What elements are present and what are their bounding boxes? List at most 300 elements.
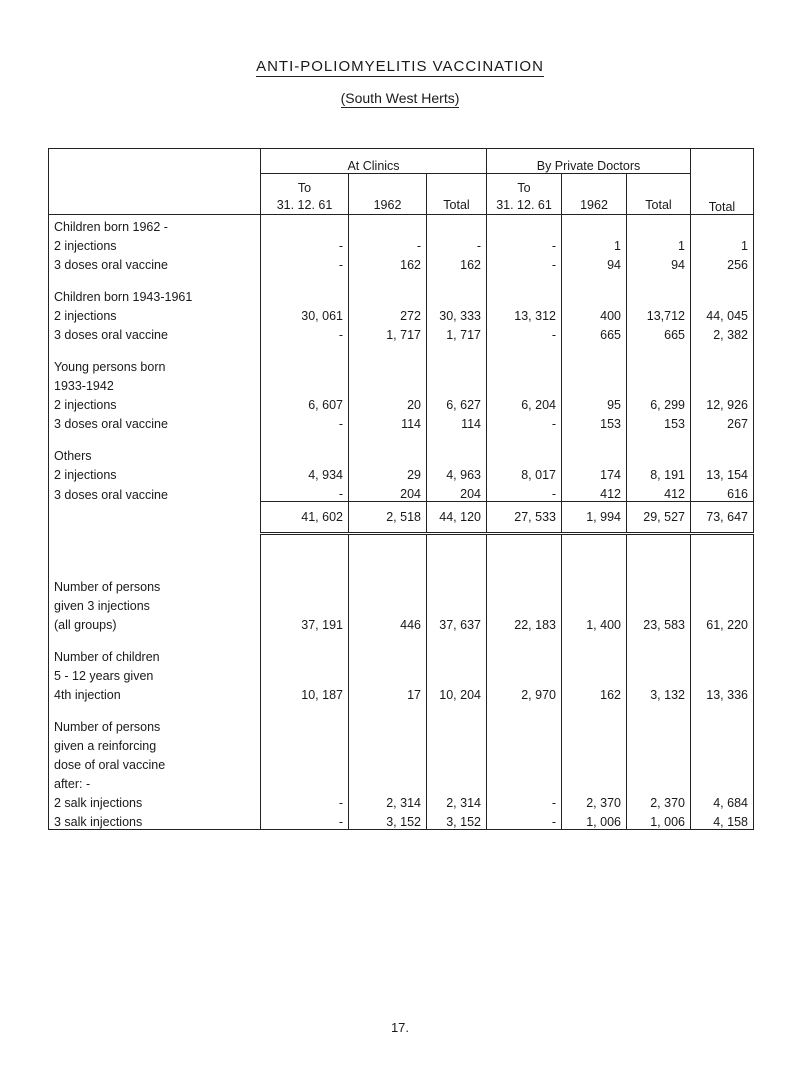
table-cell (349, 342, 427, 355)
table-cell (349, 355, 427, 374)
row-label: (all groups) (49, 613, 261, 632)
row-label: 2 injections (49, 234, 261, 253)
table-cell: 6, 627 (427, 393, 487, 412)
table-row (49, 683, 754, 702)
table-cell: 4, 934 (261, 463, 349, 482)
table-cell (261, 431, 349, 444)
table-cell (261, 753, 349, 772)
table-cell (691, 374, 754, 393)
table-cell: 1 (562, 234, 627, 253)
row-label: Others (49, 444, 261, 463)
row-label (49, 702, 261, 715)
table-cell (261, 534, 349, 576)
table-row (49, 463, 754, 482)
table-cell (627, 594, 691, 613)
totals-cell: 29, 527 (627, 502, 691, 534)
row-label: 1933-1942 (49, 374, 261, 393)
table-cell: 446 (349, 613, 427, 632)
table-cell: 1 (627, 234, 691, 253)
row-label: 2 salk injections (49, 791, 261, 810)
table-cell (627, 664, 691, 683)
table-cell: 4, 158 (691, 810, 754, 830)
table-cell (627, 753, 691, 772)
table-cell: 8, 017 (487, 463, 562, 482)
table-cell (691, 431, 754, 444)
table-cell (487, 285, 562, 304)
table-cell (349, 702, 427, 715)
subheader-cell: 1962 (562, 174, 627, 215)
table-cell (427, 664, 487, 683)
header-blank (49, 149, 261, 174)
table-cell (427, 772, 487, 791)
table-cell (627, 374, 691, 393)
row-label: given a reinforcing (49, 734, 261, 753)
table-row (49, 645, 754, 664)
table-cell: 13,712 (627, 304, 691, 323)
table-cell (487, 664, 562, 683)
table-cell (691, 285, 754, 304)
table-cell: 174 (562, 463, 627, 482)
table-cell (487, 702, 562, 715)
table-cell: 665 (627, 323, 691, 342)
totals-cell: 41, 602 (261, 502, 349, 534)
table-cell: - (427, 234, 487, 253)
table-cell: 37, 637 (427, 613, 487, 632)
table-cell (261, 575, 349, 594)
table-cell (562, 664, 627, 683)
header-total: Total (691, 149, 754, 215)
table-cell: 272 (349, 304, 427, 323)
table-cell: 162 (349, 253, 427, 272)
table-cell: 17 (349, 683, 427, 702)
table-row (49, 355, 754, 374)
table-cell (562, 272, 627, 285)
table-cell: 13, 336 (691, 683, 754, 702)
table-cell: 2, 314 (349, 791, 427, 810)
table-cell (627, 342, 691, 355)
table-cell (261, 215, 349, 235)
table-cell (261, 664, 349, 683)
table-cell: 61, 220 (691, 613, 754, 632)
row-label: after: - (49, 772, 261, 791)
table-cell (261, 734, 349, 753)
table-cell: - (261, 810, 349, 830)
table-cell (349, 272, 427, 285)
page-subtitle (0, 90, 800, 106)
table-cell (487, 342, 562, 355)
table-cell: 204 (349, 482, 427, 502)
table-cell (487, 534, 562, 576)
table-cell (427, 534, 487, 576)
table-cell (562, 753, 627, 772)
table-cell: 114 (427, 412, 487, 431)
table-row (49, 791, 754, 810)
table-row (49, 734, 754, 753)
table-cell: 162 (427, 253, 487, 272)
table-cell: - (487, 253, 562, 272)
table-cell (562, 702, 627, 715)
row-label: dose of oral vaccine (49, 753, 261, 772)
row-label: 3 doses oral vaccine (49, 482, 261, 502)
table-cell: - (261, 412, 349, 431)
table-cell: 1, 400 (562, 613, 627, 632)
totals-row (49, 502, 754, 534)
table-cell (562, 215, 627, 235)
table-cell (691, 632, 754, 645)
table-cell (349, 632, 427, 645)
table-cell (349, 374, 427, 393)
table-cell (349, 215, 427, 235)
table-cell (627, 734, 691, 753)
table-row (49, 215, 754, 235)
subheader-cell: Total (627, 174, 691, 215)
table-cell (427, 702, 487, 715)
table-cell (427, 342, 487, 355)
table-cell: 665 (562, 323, 627, 342)
table-cell (487, 575, 562, 594)
table-row (49, 234, 754, 253)
subheader-cell: To 31. 12. 61 (261, 174, 349, 215)
table-cell: 12, 926 (691, 393, 754, 412)
table-cell: 2, 370 (562, 791, 627, 810)
totals-cell: 73, 647 (691, 502, 754, 534)
table-cell: 6, 299 (627, 393, 691, 412)
table-cell (349, 772, 427, 791)
table-row (49, 374, 754, 393)
table-row (49, 613, 754, 632)
table-cell (562, 645, 627, 664)
table-cell: - (487, 412, 562, 431)
table-row (49, 594, 754, 613)
row-label (49, 534, 261, 576)
table-cell: 2, 370 (627, 791, 691, 810)
table-row (49, 702, 754, 715)
table-cell (349, 444, 427, 463)
table-cell (261, 594, 349, 613)
table-cell: 267 (691, 412, 754, 431)
table-cell: 4, 963 (427, 463, 487, 482)
table-cell: 10, 187 (261, 683, 349, 702)
row-label (49, 342, 261, 355)
table-cell (427, 594, 487, 613)
table-cell (349, 431, 427, 444)
row-label (49, 431, 261, 444)
table-cell: 204 (427, 482, 487, 502)
table-cell (427, 374, 487, 393)
row-label: Number of children (49, 645, 261, 664)
table-cell: - (487, 323, 562, 342)
table-cell (562, 715, 627, 734)
table-cell (349, 715, 427, 734)
table-cell (487, 374, 562, 393)
table-cell (261, 355, 349, 374)
table-cell (487, 431, 562, 444)
row-label: 3 doses oral vaccine (49, 253, 261, 272)
table-cell (427, 632, 487, 645)
row-label: Children born 1962 - (49, 215, 261, 235)
table-row (49, 342, 754, 355)
table-cell (691, 272, 754, 285)
table-cell (349, 753, 427, 772)
table-cell: 2, 314 (427, 791, 487, 810)
table-row (49, 482, 754, 502)
table-cell (261, 702, 349, 715)
table-cell (427, 715, 487, 734)
row-label: 5 - 12 years given (49, 664, 261, 683)
table-cell: 94 (627, 253, 691, 272)
table-row (49, 664, 754, 683)
table-cell (427, 431, 487, 444)
row-label: 4th injection (49, 683, 261, 702)
header-at-clinics: At Clinics (261, 149, 487, 174)
table-cell (349, 575, 427, 594)
table-cell (691, 772, 754, 791)
table-cell (427, 215, 487, 235)
row-label: 3 salk injections (49, 810, 261, 830)
row-label: 3 doses oral vaccine (49, 323, 261, 342)
table-cell: 37, 191 (261, 613, 349, 632)
table-cell (691, 534, 754, 576)
table-cell: 1 (691, 234, 754, 253)
table-cell: - (261, 253, 349, 272)
table-cell: 44, 045 (691, 304, 754, 323)
table-cell: 256 (691, 253, 754, 272)
table-cell (261, 342, 349, 355)
table-cell (562, 734, 627, 753)
totals-label (49, 502, 261, 534)
table-cell (562, 575, 627, 594)
table-cell: 114 (349, 412, 427, 431)
table-row (49, 323, 754, 342)
page-title (0, 58, 800, 75)
table-cell (691, 664, 754, 683)
table-cell: 412 (562, 482, 627, 502)
table-cell (627, 272, 691, 285)
table-cell (627, 355, 691, 374)
table-cell (627, 632, 691, 645)
totals-cell: 44, 120 (427, 502, 487, 534)
table-cell (562, 444, 627, 463)
table-cell: 616 (691, 482, 754, 502)
table-cell (487, 645, 562, 664)
table-cell (627, 431, 691, 444)
subheader-cell: To 31. 12. 61 (487, 174, 562, 215)
table-cell: 95 (562, 393, 627, 412)
table-cell (627, 715, 691, 734)
table-cell (627, 534, 691, 576)
table-cell (487, 215, 562, 235)
row-label (49, 632, 261, 645)
table-cell (487, 632, 562, 645)
table-cell: 30, 333 (427, 304, 487, 323)
table-cell (691, 734, 754, 753)
table-row (49, 412, 754, 431)
table-cell (562, 772, 627, 791)
table-cell: 153 (627, 412, 691, 431)
subheader-cell: Total (427, 174, 487, 215)
table-cell (261, 285, 349, 304)
table-cell: 94 (562, 253, 627, 272)
table-row (49, 810, 754, 830)
table-cell: 2, 970 (487, 683, 562, 702)
table-row (49, 253, 754, 272)
table-cell (349, 664, 427, 683)
table-cell: - (487, 791, 562, 810)
table-cell: - (261, 234, 349, 253)
table-row (49, 534, 754, 576)
table-row (49, 285, 754, 304)
table-cell: 20 (349, 393, 427, 412)
row-label: Number of persons (49, 715, 261, 734)
table-cell: 13, 154 (691, 463, 754, 482)
table-cell (349, 285, 427, 304)
table-cell: 1, 006 (627, 810, 691, 830)
table-cell: 23, 583 (627, 613, 691, 632)
table-cell: 10, 204 (427, 683, 487, 702)
table-cell: - (261, 323, 349, 342)
table-cell (691, 575, 754, 594)
table-cell: - (261, 791, 349, 810)
table-cell: 162 (562, 683, 627, 702)
totals-cell: 1, 994 (562, 502, 627, 534)
row-label: given 3 injections (49, 594, 261, 613)
table-cell (627, 215, 691, 235)
row-label: Young persons born (49, 355, 261, 374)
table-cell: 13, 312 (487, 304, 562, 323)
table-row (49, 444, 754, 463)
table-cell (427, 645, 487, 664)
table-cell (427, 355, 487, 374)
table-cell (627, 702, 691, 715)
table-cell: - (487, 810, 562, 830)
table-cell (562, 355, 627, 374)
table-cell: 22, 183 (487, 613, 562, 632)
vaccination-table (48, 148, 754, 830)
table-cell: 153 (562, 412, 627, 431)
table-cell (487, 444, 562, 463)
table-cell (261, 272, 349, 285)
table-cell (261, 772, 349, 791)
table-cell (427, 575, 487, 594)
table-cell: 4, 684 (691, 791, 754, 810)
table-cell (627, 575, 691, 594)
table-row (49, 393, 754, 412)
table-cell: 3, 152 (349, 810, 427, 830)
table-cell (487, 734, 562, 753)
table-cell (562, 534, 627, 576)
table-cell (691, 342, 754, 355)
table-cell (562, 342, 627, 355)
table-cell (691, 753, 754, 772)
page-number: 17. (390, 1020, 410, 1035)
table-cell: 400 (562, 304, 627, 323)
table-cell (261, 374, 349, 393)
header-private-doctors: By Private Doctors (487, 149, 691, 174)
row-label: Children born 1943-1961 (49, 285, 261, 304)
table-row (49, 304, 754, 323)
title-text: ANTI-POLIOMYELITIS VACCINATION (256, 58, 544, 75)
table-cell: 3, 152 (427, 810, 487, 830)
table-cell (427, 734, 487, 753)
table-cell (627, 772, 691, 791)
table-cell (487, 272, 562, 285)
table-cell (627, 285, 691, 304)
table-cell: 3, 132 (627, 683, 691, 702)
table-cell (562, 285, 627, 304)
subheader-cell: 1962 (349, 174, 427, 215)
totals-cell: 27, 533 (487, 502, 562, 534)
table-cell (487, 715, 562, 734)
table-cell (691, 355, 754, 374)
totals-cell: 2, 518 (349, 502, 427, 534)
table-cell (349, 594, 427, 613)
table-cell (691, 702, 754, 715)
table-cell (562, 632, 627, 645)
table-cell: 6, 607 (261, 393, 349, 412)
table-cell (691, 444, 754, 463)
table-cell (562, 431, 627, 444)
table-cell (261, 715, 349, 734)
subtitle-text: (South West Herts) (340, 90, 460, 106)
table-cell: 1, 717 (427, 323, 487, 342)
table-cell (261, 444, 349, 463)
row-label: 2 injections (49, 463, 261, 482)
table-cell (261, 632, 349, 645)
table-cell (487, 772, 562, 791)
table-row (49, 772, 754, 791)
table-cell (562, 594, 627, 613)
table-cell (427, 753, 487, 772)
table-cell: 6, 204 (487, 393, 562, 412)
table-cell (427, 272, 487, 285)
table-cell: 8, 191 (627, 463, 691, 482)
table-cell: 412 (627, 482, 691, 502)
table-row (49, 431, 754, 444)
table-cell (427, 285, 487, 304)
row-label: 2 injections (49, 304, 261, 323)
table-row (49, 575, 754, 594)
table-cell (261, 645, 349, 664)
table-cell: 30, 061 (261, 304, 349, 323)
table-cell: 2, 382 (691, 323, 754, 342)
table-cell (487, 355, 562, 374)
table-cell (487, 753, 562, 772)
table-cell: - (349, 234, 427, 253)
table-cell: - (261, 482, 349, 502)
table-cell (627, 444, 691, 463)
table-cell (349, 534, 427, 576)
table-cell: 1, 006 (562, 810, 627, 830)
table-row (49, 715, 754, 734)
table-cell (627, 645, 691, 664)
table-cell (562, 374, 627, 393)
table-cell (427, 444, 487, 463)
table-cell (691, 715, 754, 734)
table-cell: - (487, 234, 562, 253)
table-cell (691, 645, 754, 664)
table-cell (691, 215, 754, 235)
row-label: Number of persons (49, 575, 261, 594)
table-cell: 1, 717 (349, 323, 427, 342)
table-row (49, 632, 754, 645)
table-cell (349, 645, 427, 664)
row-label: 2 injections (49, 393, 261, 412)
table-cell: 29 (349, 463, 427, 482)
table-cell (487, 594, 562, 613)
table-cell (691, 594, 754, 613)
table-row (49, 753, 754, 772)
header-blank-sub (49, 174, 261, 215)
